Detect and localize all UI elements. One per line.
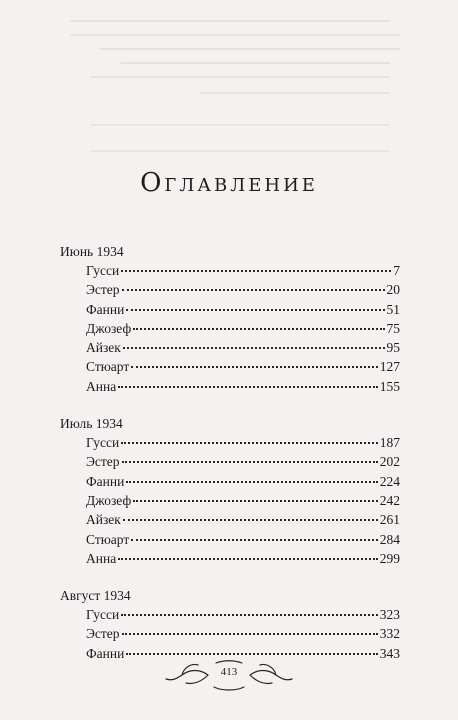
section-july (60, 414, 400, 568)
dot-leader (121, 614, 378, 616)
entry-name: Стюарт (86, 531, 130, 547)
dot-leader (126, 653, 377, 655)
dot-leader (126, 481, 377, 483)
toc-entry[interactable] (60, 549, 400, 568)
dot-leader (131, 366, 377, 368)
toc-entry[interactable] (60, 624, 400, 643)
dot-leader (121, 270, 391, 272)
toc-entry[interactable] (60, 510, 400, 529)
dot-leader (118, 386, 378, 388)
page-number: 413 (220, 666, 238, 678)
toc-entry[interactable] (60, 319, 400, 338)
entry-page: 20 (386, 282, 400, 298)
entry-name: Фанни (86, 645, 125, 661)
entry-name: Эстер (86, 282, 120, 298)
dot-leader (131, 539, 377, 541)
entry-name: Фанни (86, 301, 125, 317)
toc-entry[interactable] (60, 530, 400, 549)
page-title: Оглавление (140, 168, 318, 198)
entry-page: 202 (379, 454, 400, 470)
toc-entry[interactable] (60, 433, 400, 452)
entry-page: 155 (379, 378, 400, 394)
entry-page: 75 (386, 320, 400, 336)
entry-name: Стюарт (86, 359, 130, 375)
dot-leader (133, 328, 384, 330)
entry-page: 242 (379, 492, 400, 508)
entry-page: 299 (379, 550, 400, 566)
entry-page: 95 (386, 340, 400, 356)
dot-leader (133, 500, 378, 502)
entry-page: 261 (379, 512, 400, 528)
section-title: Июнь 1934 (60, 244, 124, 259)
entry-page: 284 (379, 531, 400, 547)
entry-page: 224 (379, 473, 400, 489)
dot-leader (118, 558, 378, 560)
entry-page: 51 (386, 301, 400, 317)
toc-entry[interactable] (60, 491, 400, 510)
entry-page: 332 (379, 626, 400, 642)
entry-name: Джозеф (86, 492, 132, 508)
section-title: Август 1934 (60, 588, 131, 604)
entry-page: 343 (379, 645, 400, 661)
toc-entry[interactable] (60, 300, 400, 319)
dot-leader (122, 633, 378, 635)
entry-page: 187 (379, 435, 400, 451)
entry-page: 127 (379, 359, 400, 375)
table-of-contents (60, 242, 400, 681)
entry-page: 7 (393, 263, 400, 278)
entry-name: Джозеф (86, 320, 132, 336)
bleed-through-decoration (0, 0, 458, 140)
toc-entry[interactable] (60, 338, 400, 357)
toc-entry[interactable] (60, 605, 400, 624)
entry-name: Эстер (86, 454, 120, 470)
toc-entry[interactable] (60, 357, 400, 376)
page-footer (0, 659, 458, 695)
entry-name: Гусси (86, 263, 120, 278)
entry-name: Фанни (86, 473, 125, 489)
dot-leader (122, 461, 378, 463)
entry-name: Анна (86, 550, 117, 566)
dot-leader (122, 289, 385, 291)
toc-entry[interactable] (60, 280, 400, 299)
toc-entry[interactable] (60, 377, 400, 396)
dot-leader (126, 309, 384, 311)
entry-name: Гусси (86, 607, 120, 623)
toc-entry[interactable] (60, 261, 400, 280)
toc-entry[interactable] (60, 472, 400, 491)
entry-name: Эстер (86, 626, 120, 642)
dot-leader (121, 442, 378, 444)
entry-name: Гусси (86, 435, 120, 451)
dot-leader (123, 519, 378, 521)
dot-leader (123, 347, 385, 349)
entry-name: Айзек (86, 512, 121, 528)
section-august (60, 586, 400, 663)
entry-name: Айзек (86, 340, 121, 356)
section-june (60, 242, 400, 396)
section-title: Июль 1934 (60, 416, 123, 432)
entry-page: 323 (379, 607, 400, 623)
entry-name: Анна (86, 378, 117, 394)
toc-entry[interactable] (60, 452, 400, 471)
